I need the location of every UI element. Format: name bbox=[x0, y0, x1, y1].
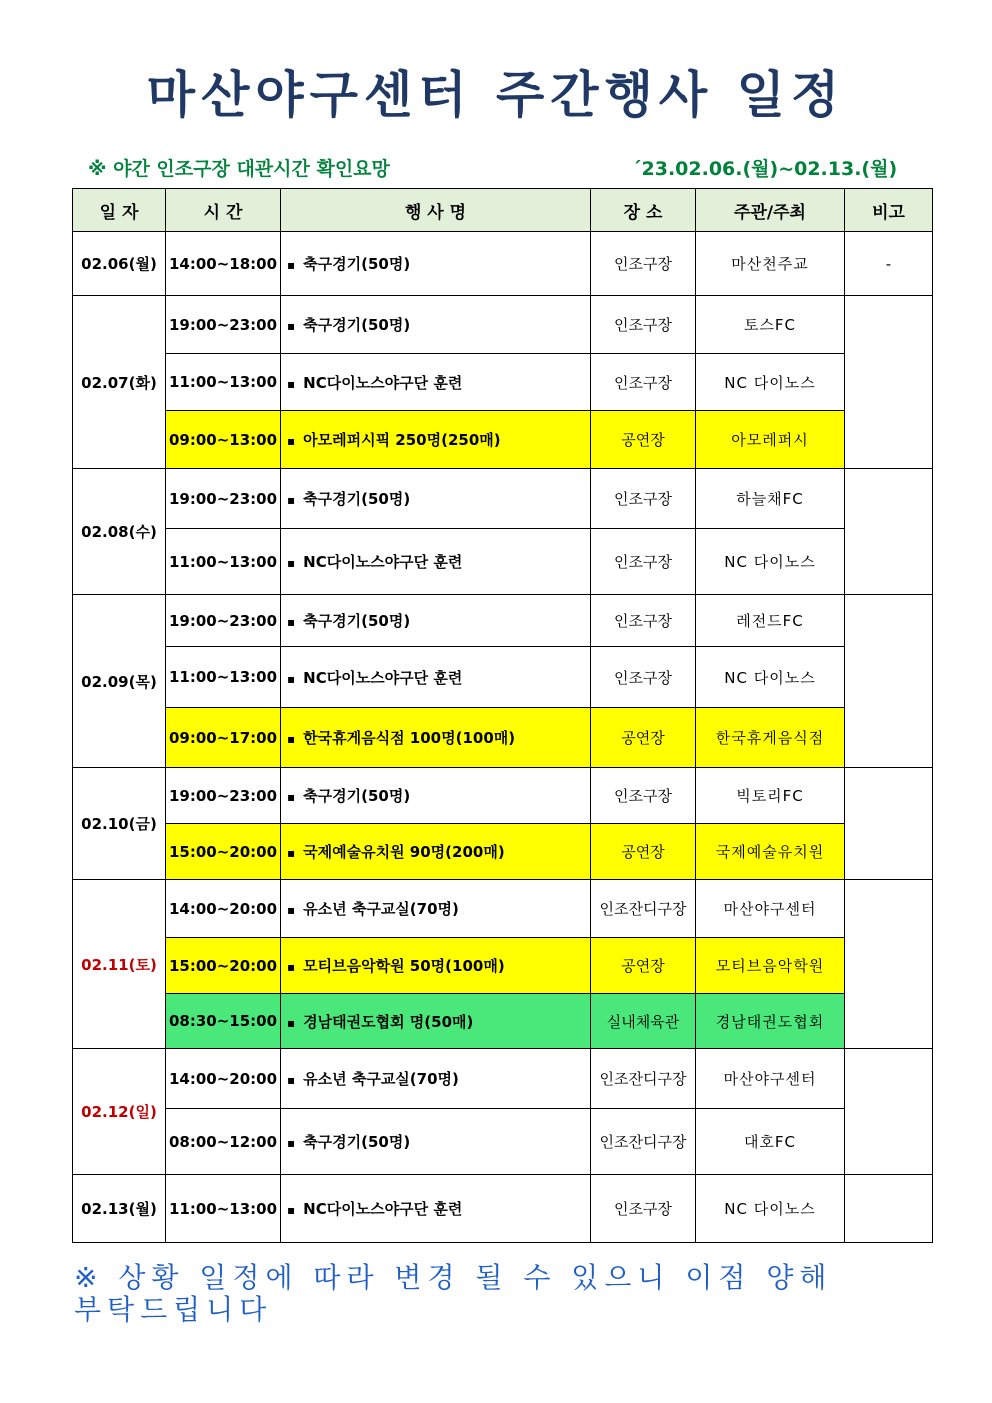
bullet-icon: ▪ bbox=[287, 1015, 296, 1030]
time-cell: 14:00~20:00 bbox=[166, 880, 281, 938]
host-cell: 하늘채FC bbox=[696, 469, 845, 529]
host-cell: 경남태권도협회 bbox=[696, 994, 845, 1049]
host-cell: 마산야구센터 bbox=[696, 1049, 845, 1109]
table-row-highlighted bbox=[73, 824, 933, 880]
event-cell bbox=[281, 938, 591, 994]
table-row-highlighted bbox=[73, 411, 933, 469]
note-cell bbox=[845, 1175, 933, 1243]
header-date: 일 자 bbox=[73, 189, 166, 232]
time-cell: 11:00~13:00 bbox=[166, 1175, 281, 1243]
date-cell: 02.09(목) bbox=[73, 595, 166, 768]
event-name: NC다이노스야구단 훈련 bbox=[303, 668, 463, 687]
event-name: 국제예술유치원 90명(200매) bbox=[303, 843, 505, 861]
time-cell: 19:00~23:00 bbox=[166, 469, 281, 529]
table-row bbox=[73, 1049, 933, 1109]
event-cell bbox=[281, 354, 591, 411]
host-cell: 토스FC bbox=[696, 296, 845, 354]
event-cell bbox=[281, 595, 591, 647]
table-row bbox=[73, 469, 933, 529]
place-cell: 인조구장 bbox=[591, 529, 696, 595]
period-text: ´23.02.06.(월)~02.13.(월) bbox=[632, 158, 898, 180]
table-row bbox=[73, 232, 933, 296]
time-cell: 15:00~20:00 bbox=[166, 938, 281, 994]
bullet-icon: ▪ bbox=[287, 1073, 296, 1087]
host-cell: NC 다이노스 bbox=[696, 647, 845, 708]
date-cell: 02.10(금) bbox=[73, 768, 166, 880]
event-cell bbox=[281, 232, 591, 296]
table-row bbox=[73, 354, 933, 411]
table-header-row bbox=[73, 189, 933, 232]
host-cell: 아모레퍼시 bbox=[696, 411, 845, 469]
host-cell: 레전드FC bbox=[696, 595, 845, 647]
event-cell bbox=[281, 824, 591, 880]
event-name: NC다이노스야구단 훈련 bbox=[303, 373, 463, 392]
bullet-icon: ▪ bbox=[287, 258, 296, 272]
event-cell bbox=[281, 529, 591, 595]
schedule-table bbox=[72, 188, 933, 1243]
place-cell: 인조구장 bbox=[591, 595, 696, 647]
note-cell: - bbox=[845, 232, 933, 296]
time-cell: 09:00~17:00 bbox=[166, 708, 281, 768]
time-cell: 14:00~20:00 bbox=[166, 1049, 281, 1109]
place-cell: 인조잔디구장 bbox=[591, 1109, 696, 1175]
date-cell: 02.13(월) bbox=[73, 1175, 166, 1243]
event-name: 유소년 축구교실(70명) bbox=[303, 900, 459, 918]
note-cell bbox=[845, 296, 933, 469]
place-cell: 인조잔디구장 bbox=[591, 880, 696, 938]
event-name: 축구경기(50명) bbox=[303, 316, 411, 334]
header-host: 주관/주최 bbox=[696, 189, 845, 232]
event-cell bbox=[281, 708, 591, 768]
table-row bbox=[73, 880, 933, 938]
bullet-icon: ▪ bbox=[287, 319, 296, 333]
header-event: 행 사 명 bbox=[281, 189, 591, 232]
event-cell bbox=[281, 994, 591, 1049]
time-cell: 19:00~23:00 bbox=[166, 768, 281, 824]
event-cell bbox=[281, 411, 591, 469]
table-row-highlighted bbox=[73, 994, 933, 1049]
event-name: 유소년 축구교실(70명) bbox=[303, 1070, 459, 1088]
event-name: 아모레퍼시픽 250명(250매) bbox=[303, 431, 501, 449]
notice-text: ※ 야간 인조구장 대관시간 확인요망 bbox=[88, 158, 390, 180]
date-cell: 02.06(월) bbox=[73, 232, 166, 296]
date-cell: 02.12(일) bbox=[73, 1049, 166, 1175]
event-name: NC다이노스야구단 훈련 bbox=[303, 1200, 463, 1218]
time-cell: 09:00~13:00 bbox=[166, 411, 281, 469]
place-cell: 실내체육관 bbox=[591, 994, 696, 1049]
bullet-icon: ▪ bbox=[287, 732, 296, 746]
bullet-icon: ▪ bbox=[287, 434, 296, 448]
place-cell: 공연장 bbox=[591, 938, 696, 994]
note-cell bbox=[845, 595, 933, 768]
time-cell: 08:30~15:00 bbox=[166, 994, 281, 1049]
time-cell: 11:00~13:00 bbox=[166, 647, 281, 708]
event-cell bbox=[281, 1049, 591, 1109]
page-title: 마산야구센터 주간행사 일정 bbox=[146, 66, 846, 124]
bullet-icon: ▪ bbox=[287, 790, 296, 804]
host-cell: 마산천주교 bbox=[696, 232, 845, 296]
place-cell: 인조잔디구장 bbox=[591, 1049, 696, 1109]
table-row bbox=[73, 1109, 933, 1175]
date-cell: 02.11(토) bbox=[73, 880, 166, 1049]
event-name: 축구경기(50명) bbox=[303, 255, 411, 273]
host-cell: 빅토리FC bbox=[696, 768, 845, 824]
note-cell bbox=[845, 1049, 933, 1175]
bullet-icon: ▪ bbox=[287, 1203, 296, 1217]
time-cell: 19:00~23:00 bbox=[166, 595, 281, 647]
table-row bbox=[73, 595, 933, 647]
bullet-icon: ▪ bbox=[287, 671, 296, 686]
bullet-icon: ▪ bbox=[287, 903, 296, 917]
host-cell: 대호FC bbox=[696, 1109, 845, 1175]
table-row bbox=[73, 647, 933, 708]
table-row-highlighted bbox=[73, 708, 933, 768]
place-cell: 공연장 bbox=[591, 411, 696, 469]
bullet-icon: ▪ bbox=[287, 960, 296, 974]
event-cell bbox=[281, 1109, 591, 1175]
event-cell bbox=[281, 469, 591, 529]
place-cell: 공연장 bbox=[591, 824, 696, 880]
time-cell: 14:00~18:00 bbox=[166, 232, 281, 296]
header-time: 시 간 bbox=[166, 189, 281, 232]
place-cell: 인조구장 bbox=[591, 296, 696, 354]
time-cell: 19:00~23:00 bbox=[166, 296, 281, 354]
event-cell bbox=[281, 1175, 591, 1243]
table-row bbox=[73, 768, 933, 824]
bullet-icon: ▪ bbox=[287, 615, 296, 629]
date-cell: 02.08(수) bbox=[73, 469, 166, 595]
note-cell bbox=[845, 880, 933, 1049]
event-name: NC다이노스야구단 훈련 bbox=[303, 553, 463, 571]
place-cell: 인조구장 bbox=[591, 768, 696, 824]
note-cell bbox=[845, 469, 933, 595]
place-cell: 인조구장 bbox=[591, 647, 696, 708]
time-cell: 11:00~13:00 bbox=[166, 529, 281, 595]
event-name: 한국휴게음식점 100명(100매) bbox=[303, 729, 516, 747]
place-cell: 인조구장 bbox=[591, 469, 696, 529]
event-name: 축구경기(50명) bbox=[303, 612, 411, 630]
event-name: 경남태권도협회 명(50매) bbox=[303, 1012, 474, 1031]
event-cell bbox=[281, 296, 591, 354]
event-cell bbox=[281, 647, 591, 708]
note-cell bbox=[845, 768, 933, 880]
time-cell: 11:00~13:00 bbox=[166, 354, 281, 411]
time-cell: 15:00~20:00 bbox=[166, 824, 281, 880]
event-name: 축구경기(50명) bbox=[303, 787, 411, 805]
event-cell bbox=[281, 880, 591, 938]
place-cell: 공연장 bbox=[591, 708, 696, 768]
table-row bbox=[73, 529, 933, 595]
bullet-icon: ▪ bbox=[287, 556, 296, 570]
footer-notice: ※ 상황 일정에 따라 변경 될 수 있으니 이점 양해 부탁드립니다 bbox=[74, 1261, 833, 1326]
table-row-highlighted bbox=[73, 938, 933, 994]
host-cell: 모티브음악학원 bbox=[696, 938, 845, 994]
host-cell: NC 다이노스 bbox=[696, 1175, 845, 1243]
host-cell: NC 다이노스 bbox=[696, 354, 845, 411]
bullet-icon: ▪ bbox=[287, 376, 296, 391]
table-row bbox=[73, 1175, 933, 1243]
place-cell: 인조구장 bbox=[591, 1175, 696, 1243]
table-row bbox=[73, 296, 933, 354]
place-cell: 인조구장 bbox=[591, 354, 696, 411]
event-name: 축구경기(50명) bbox=[303, 1133, 411, 1151]
host-cell: NC 다이노스 bbox=[696, 529, 845, 595]
host-cell: 한국휴게음식점 bbox=[696, 708, 845, 768]
header-note: 비고 bbox=[845, 189, 933, 232]
bullet-icon: ▪ bbox=[287, 1136, 296, 1150]
event-name: 축구경기(50명) bbox=[303, 490, 411, 508]
place-cell: 인조구장 bbox=[591, 232, 696, 296]
event-name: 모티브음악학원 50명(100매) bbox=[303, 957, 505, 975]
date-cell: 02.07(화) bbox=[73, 296, 166, 469]
time-cell: 08:00~12:00 bbox=[166, 1109, 281, 1175]
host-cell: 마산야구센터 bbox=[696, 880, 845, 938]
header-place: 장 소 bbox=[591, 189, 696, 232]
bullet-icon: ▪ bbox=[287, 493, 296, 507]
event-cell bbox=[281, 768, 591, 824]
host-cell: 국제예술유치원 bbox=[696, 824, 845, 880]
bullet-icon: ▪ bbox=[287, 846, 296, 860]
